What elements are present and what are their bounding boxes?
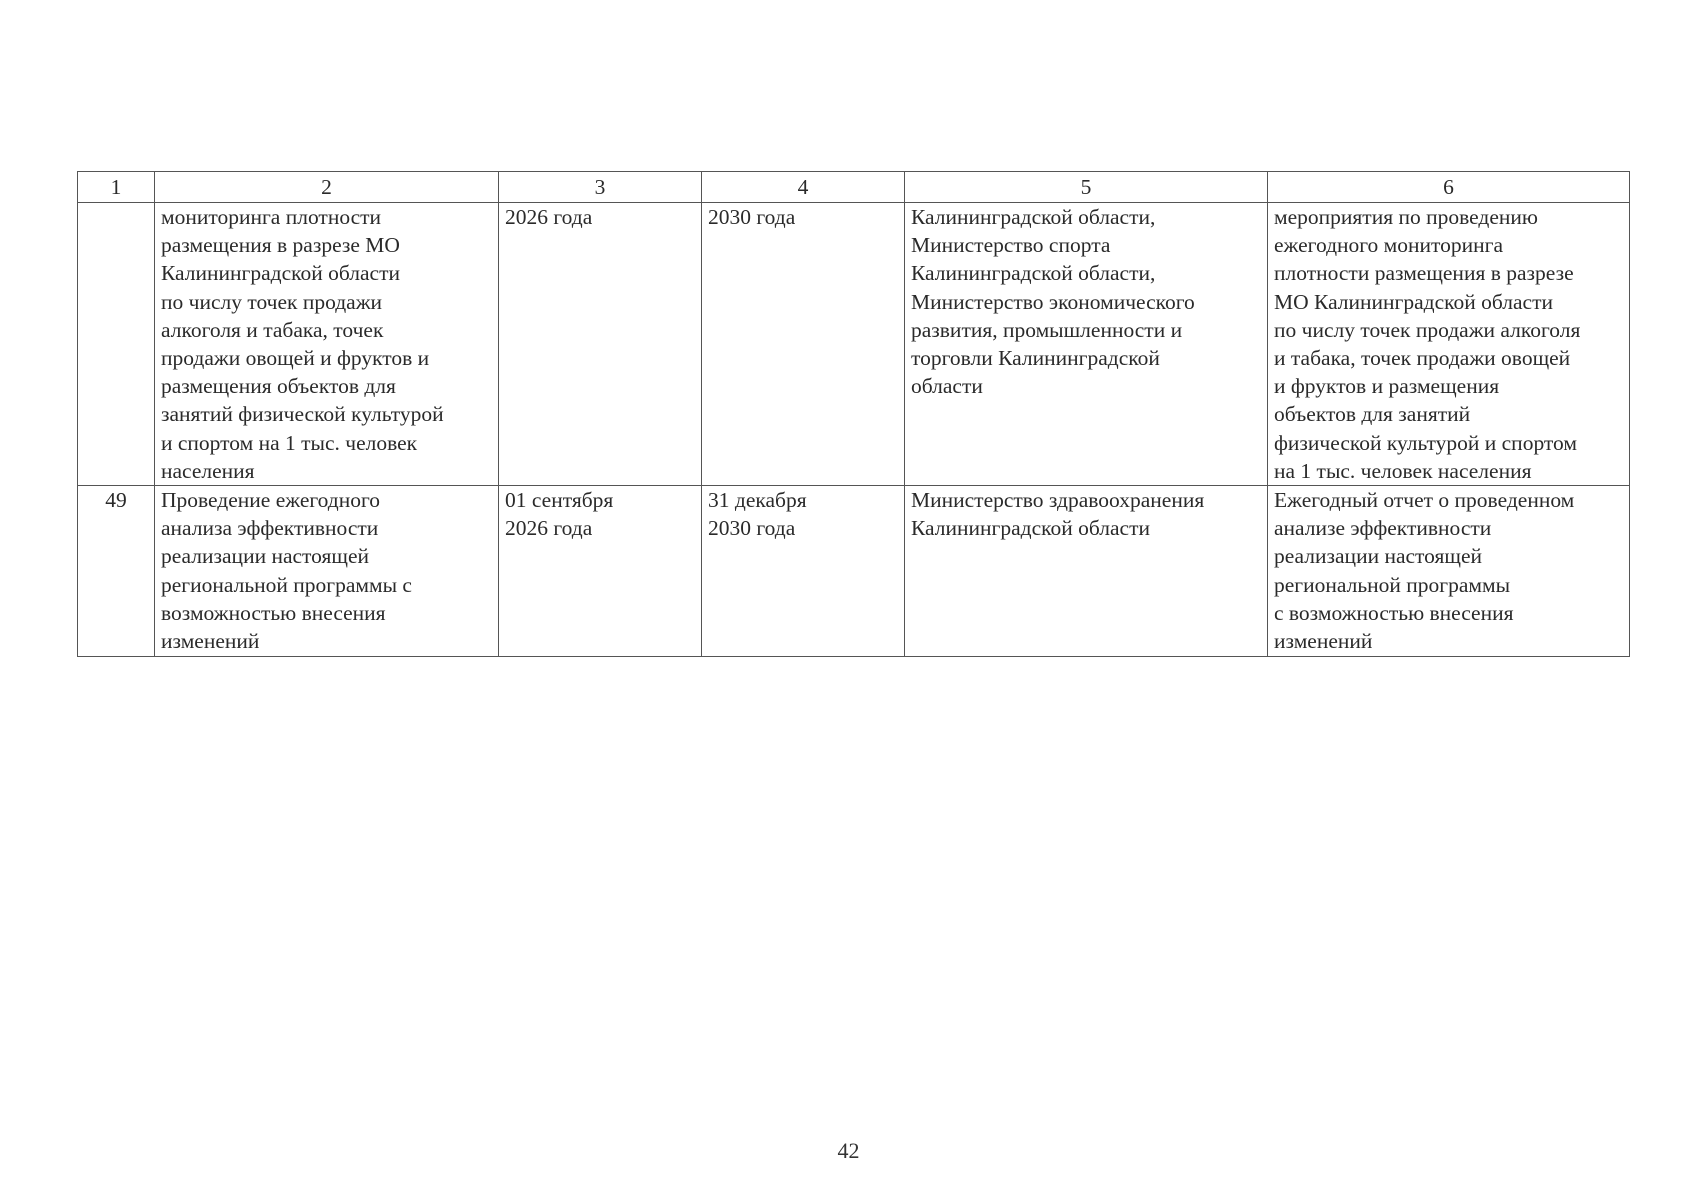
header-cell: 6 bbox=[1268, 172, 1630, 203]
start-date-cell bbox=[499, 203, 702, 486]
cell-line: Проведение ежегодного bbox=[161, 488, 381, 513]
cell-line: 01 сентября bbox=[505, 488, 614, 513]
table-row bbox=[78, 486, 1630, 657]
cell-line: алкоголя и табака, точек bbox=[161, 317, 384, 342]
cell-line: региональной программы с bbox=[161, 572, 412, 597]
cell-line: объектов для занятий bbox=[1274, 402, 1471, 427]
cell-line: реализации настоящей bbox=[1274, 544, 1482, 569]
cell-line: Министерство здравоохранения bbox=[911, 488, 1205, 513]
cell-line: 2026 года bbox=[505, 516, 593, 541]
cell-line: 2030 года bbox=[708, 516, 796, 541]
cell-line: Калининградской области bbox=[161, 261, 400, 286]
cell-line: развития, промышленности и bbox=[911, 317, 1183, 342]
cell-line: по числу точек продажи алкоголя bbox=[1274, 317, 1581, 342]
cell-line: ежегодного мониторинга bbox=[1274, 233, 1504, 258]
measures-table bbox=[77, 171, 1630, 657]
row-number-cell: 49 bbox=[78, 486, 155, 657]
table-header-row bbox=[78, 172, 1630, 203]
result-cell bbox=[1268, 203, 1630, 486]
header-cell: 4 bbox=[702, 172, 905, 203]
measure-cell bbox=[155, 203, 499, 486]
cell-line: занятий физической культурой bbox=[161, 402, 444, 427]
header-cell: 3 bbox=[499, 172, 702, 203]
cell-line: и фруктов и размещения bbox=[1274, 374, 1500, 399]
cell-line: плотности размещения в разрезе bbox=[1274, 261, 1574, 286]
table-row bbox=[78, 203, 1630, 486]
cell-line: размещения объектов для bbox=[161, 374, 396, 399]
cell-line: физической культурой и спортом bbox=[1274, 430, 1577, 455]
measure-cell bbox=[155, 486, 499, 657]
result-cell bbox=[1268, 486, 1630, 657]
cell-line: и табака, точек продажи овощей bbox=[1274, 346, 1571, 371]
row-number-cell bbox=[78, 203, 155, 486]
cell-line: торговли Калининградской bbox=[911, 346, 1160, 371]
cell-line: МО Калининградской области bbox=[1274, 289, 1554, 314]
cell-line: анализа эффективности bbox=[161, 516, 379, 541]
cell-line: возможностью внесения bbox=[161, 600, 386, 625]
cell-line: 2026 года bbox=[505, 205, 593, 229]
cell-line: и спортом на 1 тыс. человек bbox=[161, 430, 418, 455]
cell-line: области bbox=[911, 374, 983, 399]
cell-line: мониторинга плотности bbox=[161, 205, 382, 229]
cell-line: Калининградской области, bbox=[911, 261, 1156, 286]
cell-line: реализации настоящей bbox=[161, 544, 369, 569]
cell-line: по числу точек продажи bbox=[161, 289, 383, 314]
header-cell: 5 bbox=[905, 172, 1268, 203]
end-date-cell bbox=[702, 486, 905, 657]
cell-line: Министерство экономического bbox=[911, 289, 1195, 314]
header-cell: 1 bbox=[78, 172, 155, 203]
page-number: 42 bbox=[837, 1138, 860, 1163]
header-cell: 2 bbox=[155, 172, 499, 203]
cell-line: изменений bbox=[1274, 629, 1373, 654]
start-date-cell bbox=[499, 486, 702, 657]
cell-line: изменений bbox=[161, 629, 260, 654]
cell-line: 2030 года bbox=[708, 205, 796, 229]
responsible-cell bbox=[905, 203, 1268, 486]
cell-line: продажи овощей и фруктов и bbox=[161, 346, 430, 371]
cell-line: анализе эффективности bbox=[1274, 516, 1492, 541]
cell-line: на 1 тыс. человек населения bbox=[1274, 458, 1532, 483]
cell-line: Калининградской области, bbox=[911, 205, 1156, 229]
responsible-cell bbox=[905, 486, 1268, 657]
cell-line: мероприятия по проведению bbox=[1274, 205, 1538, 229]
cell-line: размещения в разрезе МО bbox=[161, 233, 400, 258]
cell-line: Калининградской области bbox=[911, 516, 1150, 541]
cell-line: 31 декабря bbox=[708, 488, 807, 513]
cell-line: региональной программы bbox=[1274, 572, 1511, 597]
cell-line: Министерство спорта bbox=[911, 233, 1111, 258]
cell-line: Ежегодный отчет о проведенном bbox=[1274, 488, 1575, 513]
end-date-cell bbox=[702, 203, 905, 486]
cell-line: населения bbox=[161, 458, 255, 483]
cell-line: с возможностью внесения bbox=[1274, 600, 1514, 625]
